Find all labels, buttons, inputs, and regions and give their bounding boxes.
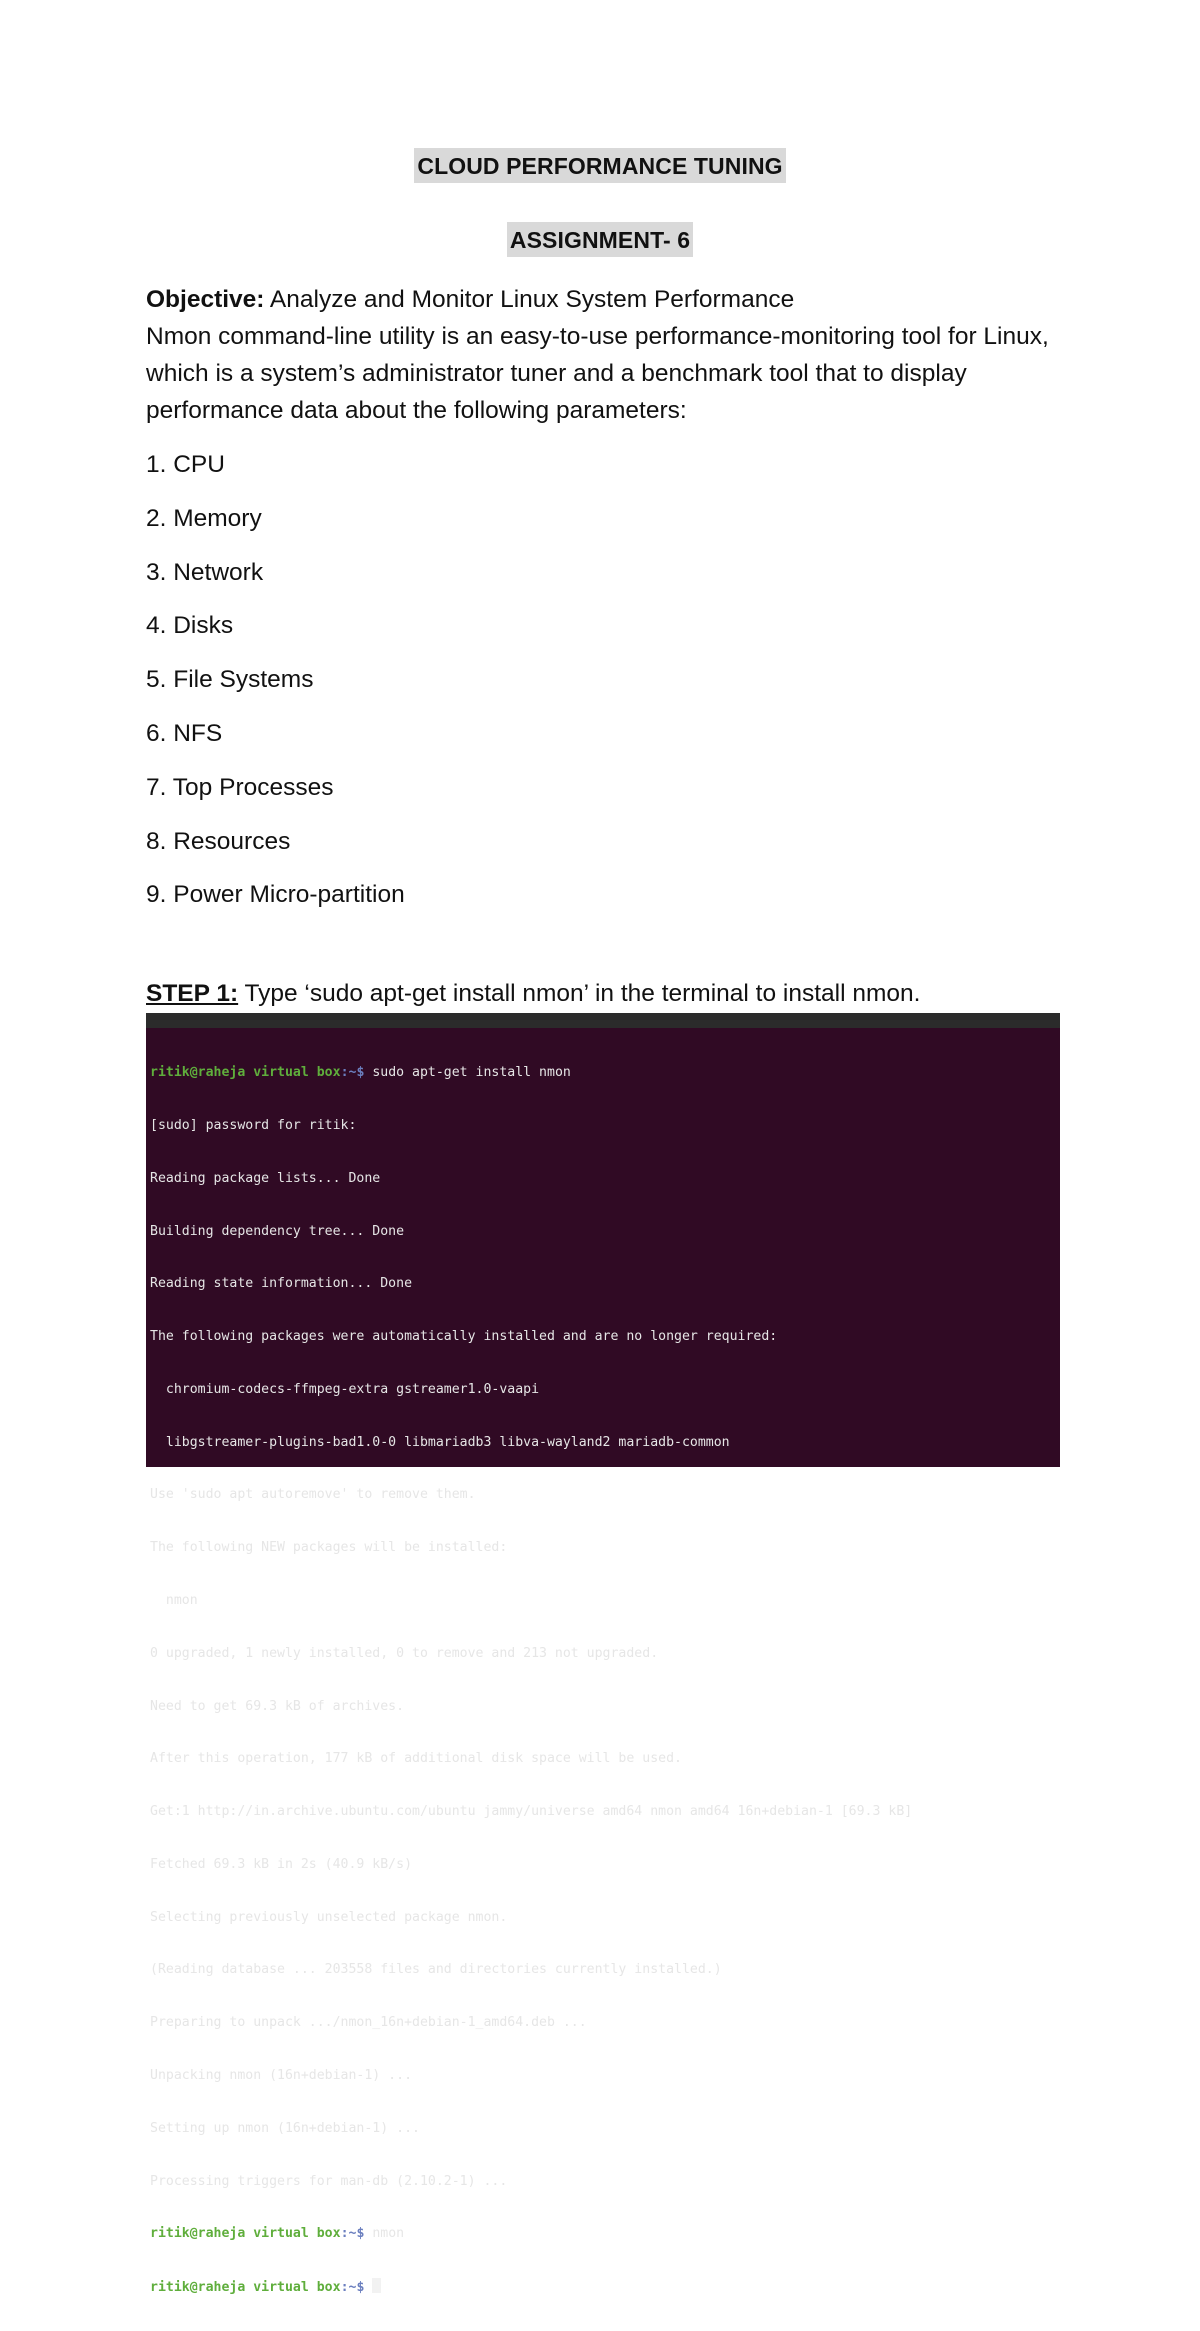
terminal-line: The following packages were automatically installed and are no longer required: [150,1329,778,1345]
assignment-wrap [0,222,1200,257]
terminal-cursor [372,2278,381,2293]
list-item: 8. Resources [146,827,291,855]
terminal-command-line [150,2278,1056,2296]
prompt-path: :~$ [340,2226,365,2242]
terminal-line: Reading package lists... Done [150,1170,381,1186]
list-item: 7. Top Processes [146,773,334,801]
step-1 [146,975,920,1012]
terminal-line: Need to get 69.3 kB of archives. [150,1698,405,1714]
prompt-user: ritik@raheja virtual box [150,1065,341,1081]
terminal-line: Preparing to unpack .../nmon_16n+debian-1_amd64.deb ... [150,2015,587,2031]
list-item: 4. Disks [146,612,234,640]
objective-text: Analyze and Monitor Linux System Performance [264,286,795,313]
terminal-line: 0 upgraded, 1 newly installed, 0 to remove and 213 not upgraded. [150,1645,659,1661]
list-item: 3. Network [146,558,264,586]
terminal-line: Reading state information... Done [150,1276,413,1292]
terminal-line: After this operation, 177 kB of additional disk space will be used. [150,1751,682,1767]
command-text: sudo apt-get install nmon [364,1065,571,1081]
title-wrap [0,148,1200,183]
terminal-line: Building dependency tree... Done [150,1223,405,1239]
intro-paragraph: Nmon command-line utility is an easy-to-use performance-monitoring tool for Linux, which is a system’s administrator tuner and a benchmark tool that to display performance data about the following parameters: [146,323,1049,424]
objective-label: Objective: [146,286,265,313]
terminal-command-line [150,2225,1056,2243]
terminal-titlebar [146,1013,1060,1028]
terminal-line: Get:1 http://in.archive.ubuntu.com/ubuntu jammy/universe amd64 nmon amd64 16n+debian-1 [69.3 kB] [150,1804,913,1820]
list-item: 6. NFS [146,719,223,747]
terminal-line: Selecting previously unselected package nmon. [150,1909,508,1925]
prompt-path: :~$ [340,2280,365,2296]
terminal-screenshot [146,1013,1060,2296]
list-item: 9. Power Micro-partition [146,881,405,909]
terminal-line: Setting up nmon (16n+debian-1) ... [150,2120,420,2136]
terminal-output [150,1029,1056,2331]
prompt-user: ritik@raheja virtual box [150,2280,341,2296]
terminal-line: libgstreamer-plugins-bad1.0-0 libmariadb3 libva-wayland2 mariadb-common [150,1434,730,1450]
objective-line [146,281,1066,318]
terminal-line: Fetched 69.3 kB in 2s (40.9 kB/s) [150,1856,413,1872]
list-item: 5. File Systems [146,666,314,694]
terminal-command-line [150,1064,1056,1082]
terminal-line: [sudo] password for ritik: [150,1117,357,1133]
parameter-list [146,446,405,930]
terminal-line: nmon [150,1593,198,1608]
terminal-line: Unpacking nmon (16n+debian-1) ... [150,2068,413,2084]
prompt-user: ritik@raheja virtual box [150,2226,341,2242]
assignment-heading: ASSIGNMENT- 6 [507,222,693,257]
command-text: nmon [364,2226,405,2242]
terminal-line: Processing triggers for man-db (2.10.2-1) ... [150,2173,508,2189]
terminal-line: (Reading database ... 203558 files and directories currently installed.) [150,1962,722,1978]
terminal-line: Use 'sudo apt autoremove' to remove them. [150,1487,476,1503]
list-item: 1. CPU [146,451,225,478]
list-item: 2. Memory [146,504,262,532]
terminal-line: chromium-codecs-ffmpeg-extra gstreamer1.0-vaapi [150,1381,540,1397]
terminal-line: The following NEW packages will be installed: [150,1540,508,1556]
step-1-text: Type ‘sudo apt-get install nmon’ in the terminal to install nmon. [238,980,921,1007]
step-1-label: STEP 1: [146,980,239,1007]
document-title: CLOUD PERFORMANCE TUNING [414,148,785,183]
prompt-path: :~$ [340,1065,365,1081]
